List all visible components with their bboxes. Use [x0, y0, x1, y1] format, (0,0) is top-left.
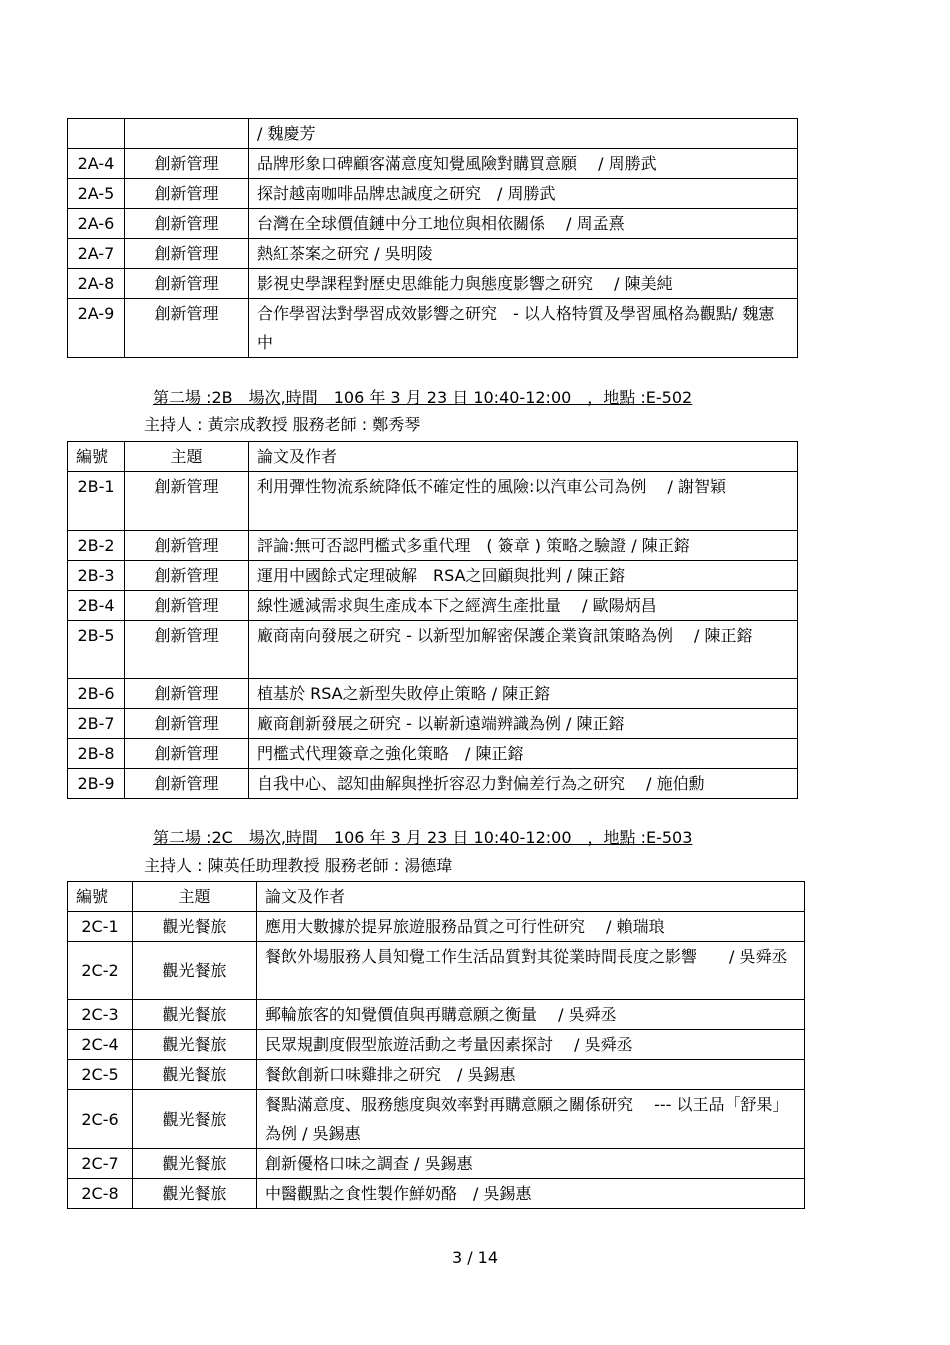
paper-topic: 觀光餐旅: [133, 912, 257, 942]
table-row: [68, 621, 798, 679]
paper-title-author: 門檻式代理簽章之強化策略 / 陳正鎔: [249, 739, 798, 769]
paper-id: 2B-9: [68, 769, 125, 799]
paper-title-author: 自我中心、認知曲解與挫折容忍力對偏差行為之研究 / 施伯勳: [249, 769, 798, 799]
paper-id: 2C-8: [68, 1179, 133, 1209]
paper-title-author: 植基於 RSA之新型失敗停止策略 / 陳正鎔: [249, 679, 798, 709]
table-row: [68, 1000, 805, 1030]
column-header-id: 編號: [68, 882, 133, 912]
paper-topic: 觀光餐旅: [133, 1090, 257, 1149]
paper-topic: 創新管理: [125, 239, 249, 269]
paper-id: 2B-5: [68, 621, 125, 679]
table-row: [68, 239, 798, 269]
table-row: [68, 709, 798, 739]
table-row: [68, 1179, 805, 1209]
table-row: [68, 1030, 805, 1060]
paper-id: 2A-8: [68, 269, 125, 299]
paper-id: 2C-6: [68, 1090, 133, 1149]
paper-id: 2A-5: [68, 179, 125, 209]
paper-title-author: 餐點滿意度、服務態度與效率對再購意願之關係研究 --- 以王品「舒果」為例 / 吳錫惠: [257, 1090, 805, 1149]
paper-id: 2C-3: [68, 1000, 133, 1030]
paper-topic: 觀光餐旅: [133, 1179, 257, 1209]
table-row: [68, 119, 798, 149]
paper-title-author: 應用大數據於提昇旅遊服務品質之可行性研究 / 賴瑞琅: [257, 912, 805, 942]
paper-title-author: 利用彈性物流系統降低不確定性的風險:以汽車公司為例 / 謝智穎: [249, 472, 798, 531]
paper-title-author: 餐飲創新口味雞排之研究 / 吳錫惠: [257, 1060, 805, 1090]
paper-id: 2A-7: [68, 239, 125, 269]
paper-title-author: 廠商創新發展之研究 - 以嶄新遠端辨識為例 / 陳正鎔: [249, 709, 798, 739]
paper-title-author: 影視史學課程對歷史思維能力與態度影響之研究 / 陳美純: [249, 269, 798, 299]
table-row: [68, 1149, 805, 1179]
paper-title-author: 郵輪旅客的知覺價值與再購意願之衡量 / 吳舜丞: [257, 1000, 805, 1030]
paper-topic: 創新管理: [125, 739, 249, 769]
paper-title-author: 品牌形象口碑顧客滿意度知覺風險對購買意願 / 周勝武: [249, 149, 798, 179]
paper-topic: 創新管理: [125, 472, 249, 531]
session-2c-host: 主持人 : 陳英任助理教授 服務老師 : 湯德瑋: [144, 856, 453, 875]
paper-id: 2B-7: [68, 709, 125, 739]
paper-topic: 創新管理: [125, 621, 249, 679]
paper-topic: 創新管理: [125, 149, 249, 179]
paper-topic: 觀光餐旅: [133, 942, 257, 1000]
table-row: [68, 561, 798, 591]
table-row: [68, 209, 798, 239]
paper-id: 2C-1: [68, 912, 133, 942]
column-header-paper: 論文及作者: [249, 442, 798, 472]
table-row: [68, 269, 798, 299]
paper-title-author: 餐飲外場服務人員知覺工作生活品質對其從業時間長度之影響 / 吳舜丞: [257, 942, 805, 1000]
paper-id: 2C-7: [68, 1149, 133, 1179]
paper-topic: 觀光餐旅: [133, 1060, 257, 1090]
paper-title-author: 探討越南咖啡品牌忠誠度之研究 / 周勝武: [249, 179, 798, 209]
table-row: [68, 149, 798, 179]
table-row: [68, 1090, 805, 1149]
paper-id: 2A-4: [68, 149, 125, 179]
table-row: [68, 739, 798, 769]
paper-title-author: 熱紅茶案之研究 / 吳明陵: [249, 239, 798, 269]
paper-id: 2B-2: [68, 531, 125, 561]
paper-title-author: 評論:無可否認門檻式多重代理 ( 簽章 ) 策略之驗證 / 陳正鎔: [249, 531, 798, 561]
table-row: [68, 679, 798, 709]
paper-topic: 創新管理: [125, 591, 249, 621]
session-2b-title: 第二場 :2B 場次,時間 106 年 3 月 23 日 10:40-12:00 ，地點 :E-502: [153, 388, 693, 407]
paper-topic: 觀光餐旅: [133, 1149, 257, 1179]
paper-topic: 觀光餐旅: [133, 1030, 257, 1060]
table-header-row: [68, 442, 798, 472]
table-row: [68, 179, 798, 209]
paper-title-author: 台灣在全球價值鏈中分工地位與相依關係 / 周孟熹: [249, 209, 798, 239]
table-row: [68, 531, 798, 561]
session-2b-host: 主持人 : 黃宗成教授 服務老師 : 鄭秀琴: [144, 415, 421, 434]
paper-topic: 觀光餐旅: [133, 1000, 257, 1030]
paper-topic: 創新管理: [125, 531, 249, 561]
session-2a-table: [67, 118, 798, 358]
column-header-topic: 主題: [133, 882, 257, 912]
paper-id: 2C-4: [68, 1030, 133, 1060]
paper-title-author: 民眾規劃度假型旅遊活動之考量因素探討 / 吳舜丞: [257, 1030, 805, 1060]
paper-topic: 創新管理: [125, 209, 249, 239]
table-row: [68, 591, 798, 621]
paper-topic: 創新管理: [125, 679, 249, 709]
session-2b-table: [67, 441, 798, 799]
paper-title-author: 創新優格口味之調查 / 吳錫惠: [257, 1149, 805, 1179]
table-row: [68, 912, 805, 942]
paper-topic: [125, 119, 249, 149]
paper-id: [68, 119, 125, 149]
paper-id: 2B-8: [68, 739, 125, 769]
paper-topic: 創新管理: [125, 269, 249, 299]
paper-id: 2A-6: [68, 209, 125, 239]
paper-title-author: 線性遞減需求與生產成本下之經濟生產批量 / 歐陽炳昌: [249, 591, 798, 621]
table-header-row: [68, 882, 805, 912]
paper-title-author: 運用中國餘式定理破解 RSA之回顧與批判 / 陳正鎔: [249, 561, 798, 591]
paper-id: 2C-5: [68, 1060, 133, 1090]
paper-id: 2B-3: [68, 561, 125, 591]
paper-topic: 創新管理: [125, 709, 249, 739]
session-2c-table: [67, 881, 805, 1209]
table-row: [68, 472, 798, 531]
paper-title-author: / 魏慶芳: [249, 119, 798, 149]
table-row: [68, 942, 805, 1000]
paper-title-author: 廠商南向發展之研究 - 以新型加解密保護企業資訊策略為例 / 陳正鎔: [249, 621, 798, 679]
paper-topic: 創新管理: [125, 299, 249, 358]
column-header-paper: 論文及作者: [257, 882, 805, 912]
paper-id: 2B-4: [68, 591, 125, 621]
paper-id: 2B-1: [68, 472, 125, 531]
column-header-topic: 主題: [125, 442, 249, 472]
session-2c-title: 第二場 :2C 場次,時間 106 年 3 月 23 日 10:40-12:00 ，地點 :E-503: [153, 828, 693, 847]
paper-title-author: 中醫觀點之食性製作鮮奶酪 / 吳錫惠: [257, 1179, 805, 1209]
paper-topic: 創新管理: [125, 179, 249, 209]
paper-id: 2C-2: [68, 942, 133, 1000]
table-row: [68, 769, 798, 799]
table-row: [68, 1060, 805, 1090]
table-row: [68, 299, 798, 358]
paper-id: 2B-6: [68, 679, 125, 709]
paper-id: 2A-9: [68, 299, 125, 358]
page-number: 3 / 14: [451, 1248, 499, 1267]
paper-title-author: 合作學習法對學習成效影響之研究 - 以人格特質及學習風格為觀點/ 魏憲中: [249, 299, 798, 358]
paper-topic: 創新管理: [125, 561, 249, 591]
paper-topic: 創新管理: [125, 769, 249, 799]
column-header-id: 編號: [68, 442, 125, 472]
